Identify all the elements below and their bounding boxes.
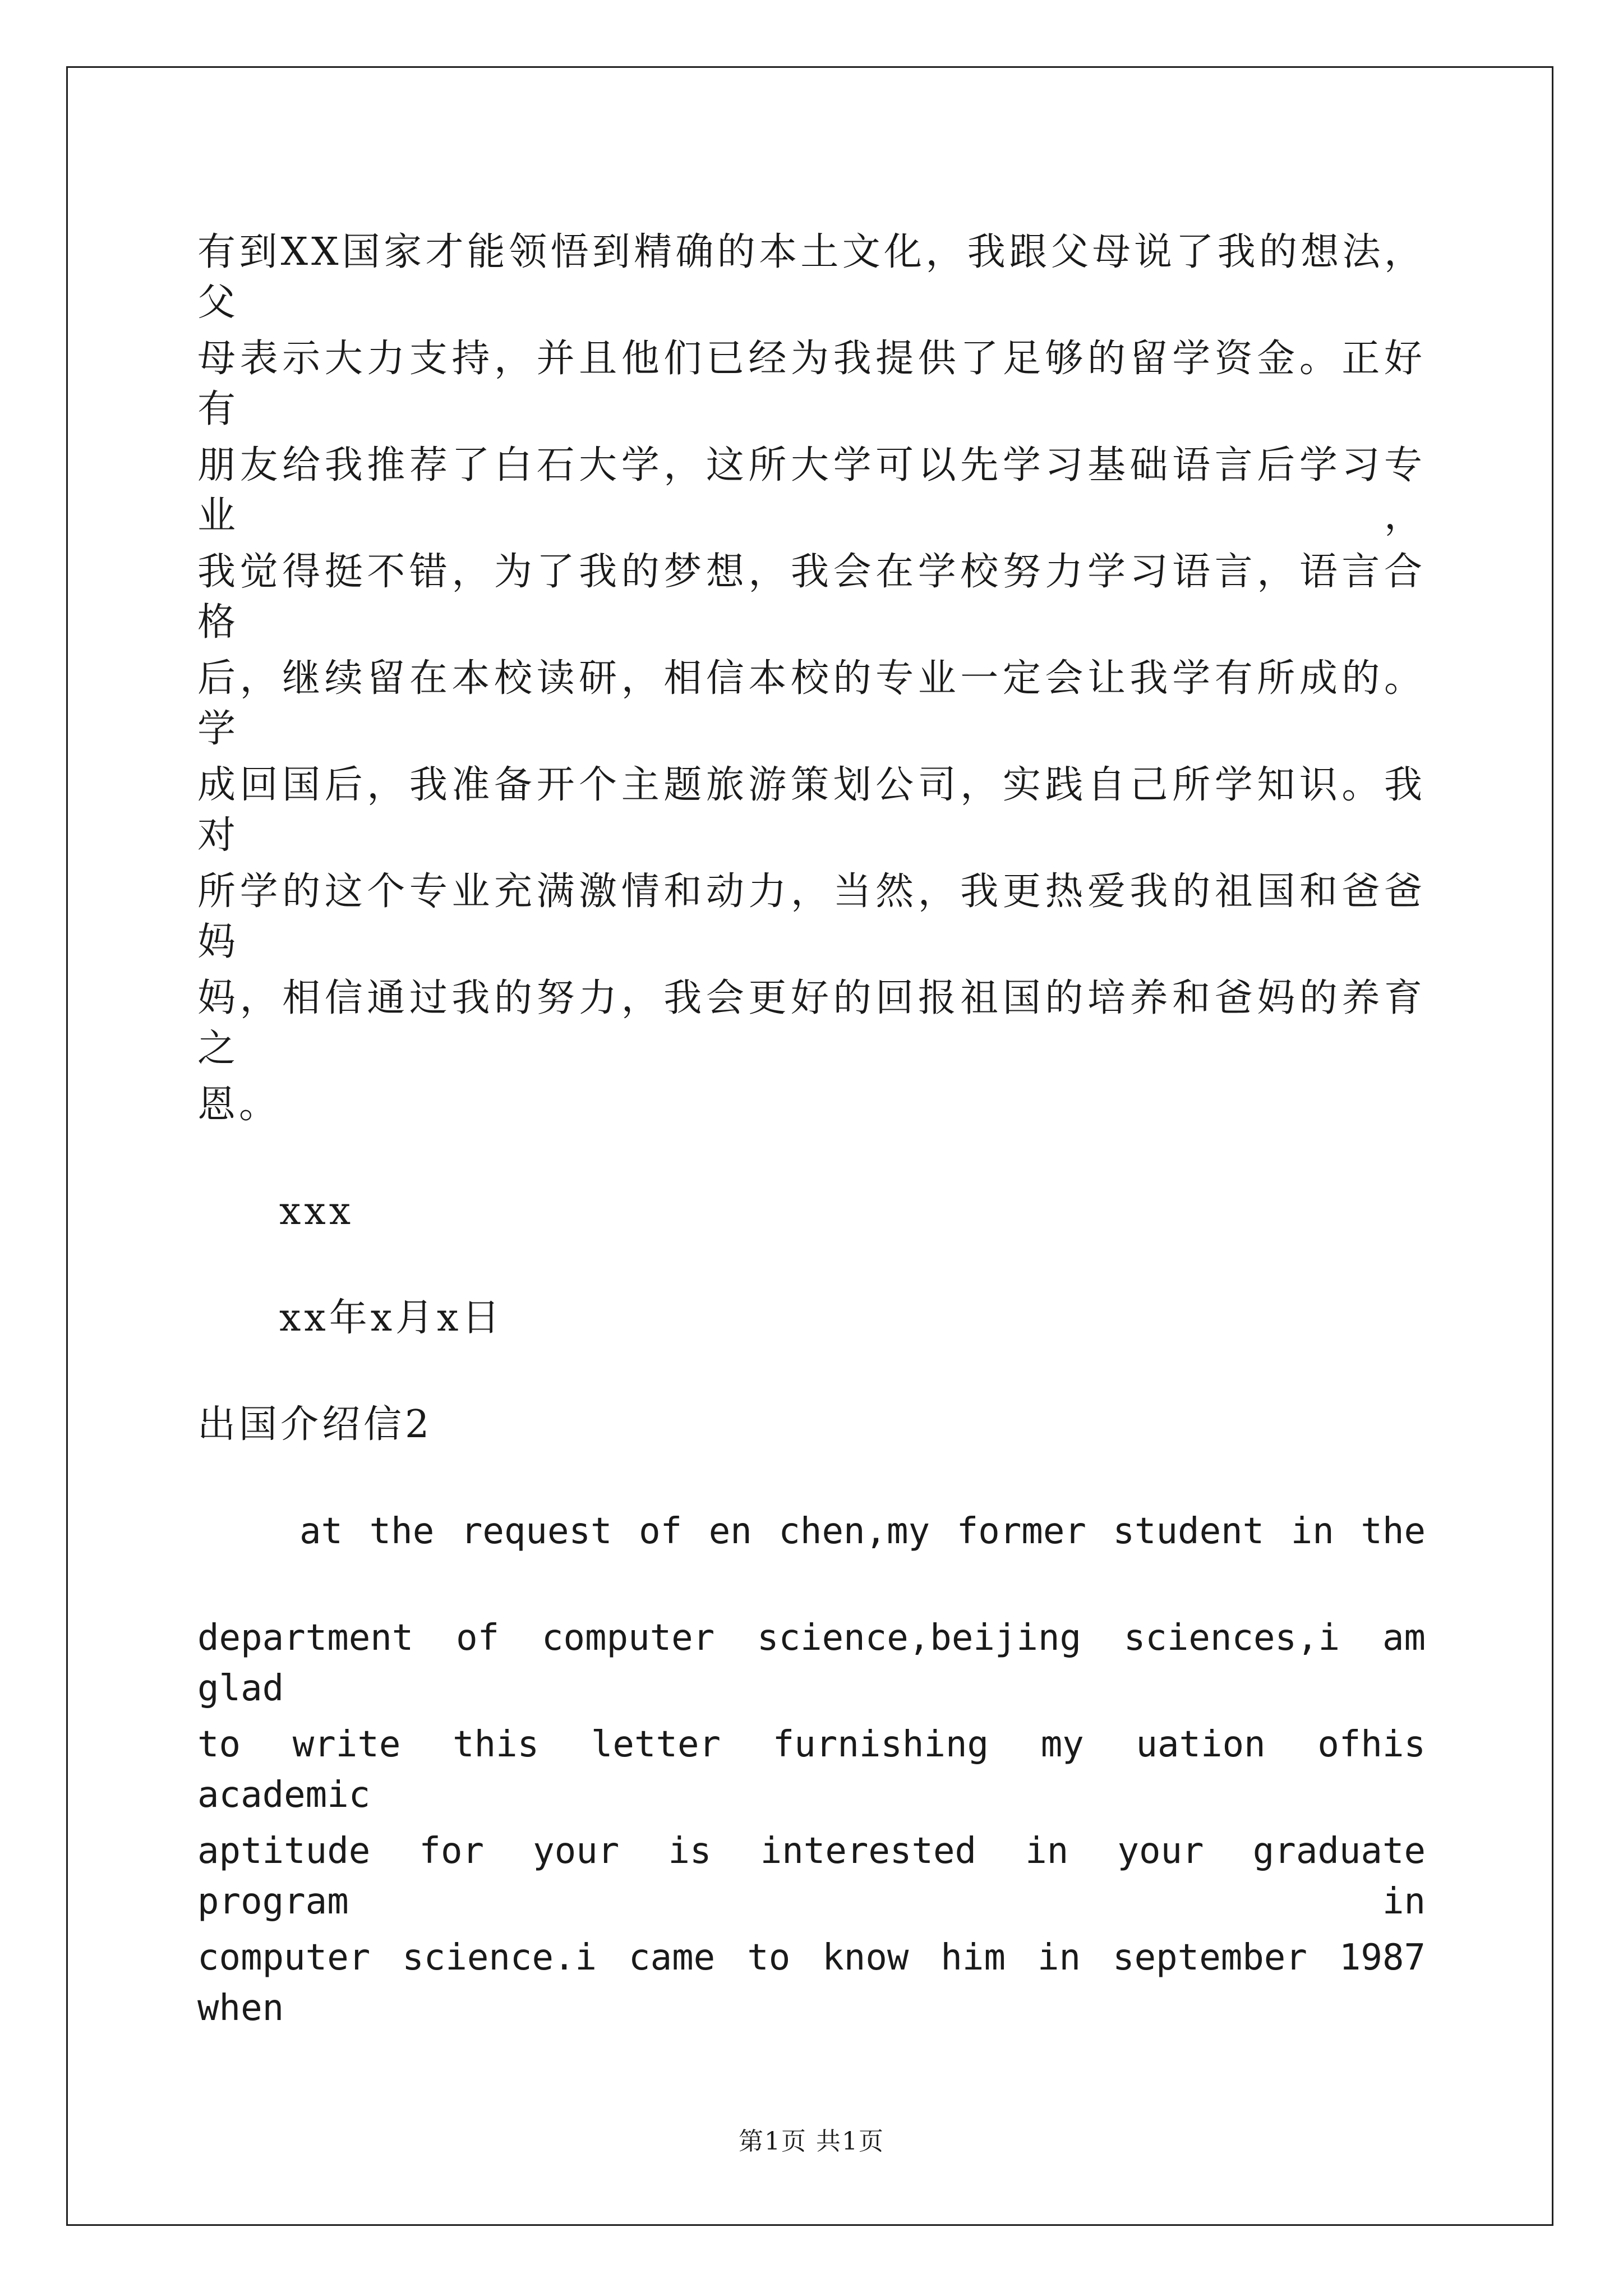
signature: xxx bbox=[279, 1189, 354, 1234]
english-paragraph-line: computer science.i came to know him in september 1987 when bbox=[197, 1937, 1426, 2029]
english-paragraph-line: aptitude for your is interested in your graduate program in bbox=[197, 1830, 1426, 1922]
paragraph-line: 母表示大力支持，并且他们已经为我提供了足够的留学资金。正好有 bbox=[197, 337, 1426, 431]
paragraph-line: 恩。 bbox=[197, 1083, 281, 1127]
page-footer: 第1页 共1页 bbox=[739, 2127, 884, 2156]
paragraph-line: 成回国后，我准备开个主题旅游策划公司，实践自己所学知识。我对 bbox=[197, 763, 1426, 858]
paragraph-line: 朋友给我推荐了白石大学，这所大学可以先学习基础语言后学习专业， bbox=[197, 443, 1426, 538]
paragraph-line: 有到XX国家才能领悟到精确的本土文化，我跟父母说了我的想法，父 bbox=[197, 230, 1426, 325]
paragraph-line: 所学的这个专业充满激情和动力，当然，我更热爱我的祖国和爸爸妈 bbox=[197, 869, 1426, 964]
english-paragraph-line: at the request of en chen,my former student in the bbox=[299, 1511, 1426, 1552]
english-paragraph-line: to write this letter furnishing my uation ofhis academic bbox=[197, 1724, 1426, 1816]
english-paragraph-line: department of computer science,beijing sciences,i am glad bbox=[197, 1617, 1426, 1709]
paragraph-line: 后，继续留在本校读研，相信本校的专业一定会让我学有所成的。学 bbox=[197, 656, 1426, 751]
paragraph-line: 我觉得挺不错，为了我的梦想，我会在学校努力学习语言，语言合格 bbox=[197, 550, 1426, 645]
section-title: 出国介绍信2 bbox=[197, 1402, 433, 1447]
letter-date: xx年x月x日 bbox=[279, 1296, 504, 1340]
paragraph-line: 妈，相信通过我的努力，我会更好的回报祖国的培养和爸妈的养育之 bbox=[197, 976, 1426, 1071]
